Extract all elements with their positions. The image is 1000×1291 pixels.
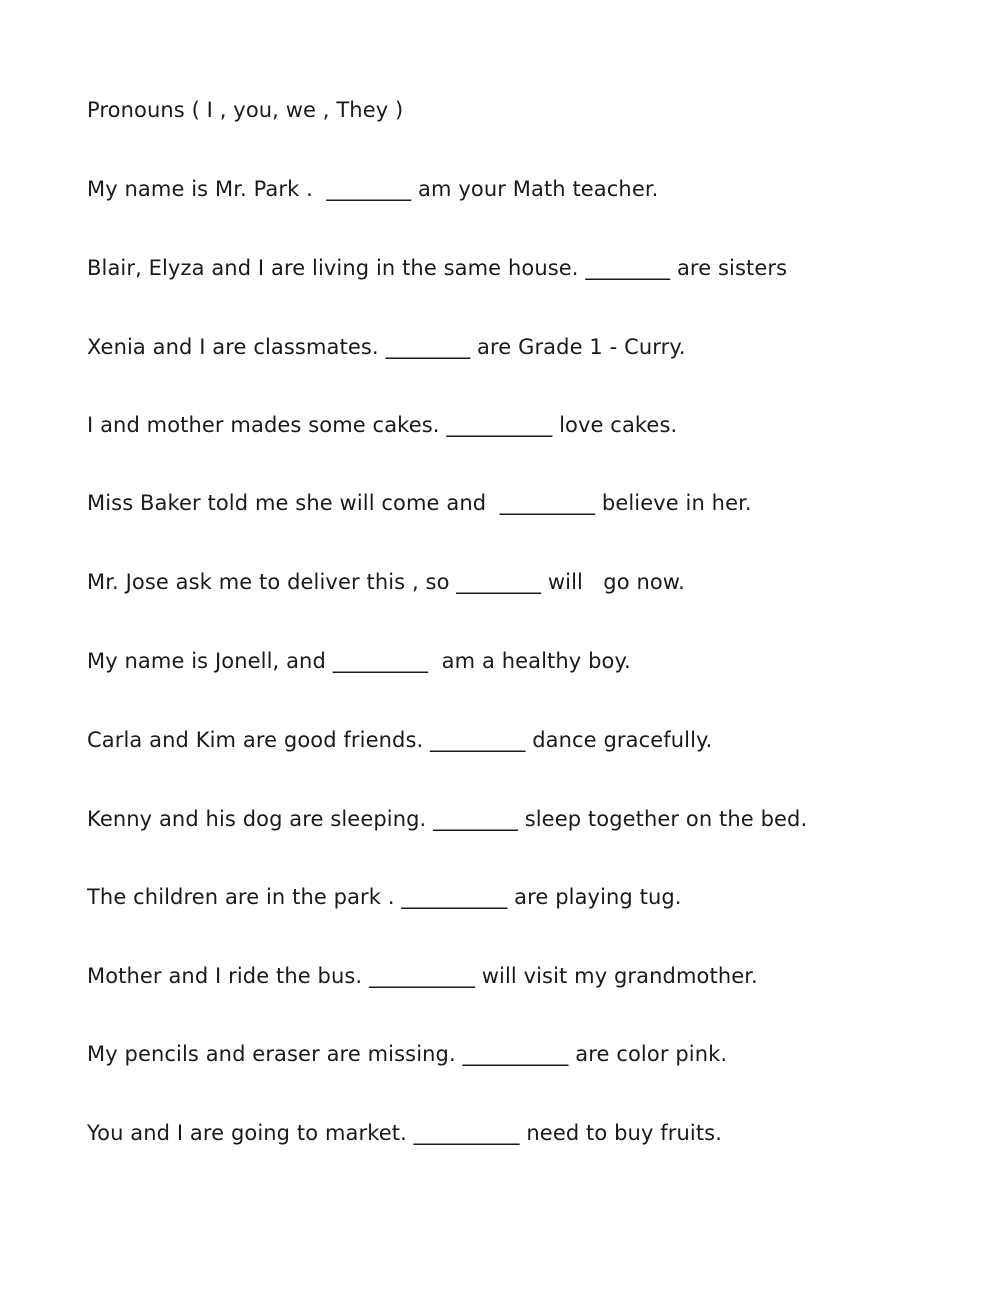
question-11 [87,963,758,989]
question-7 [87,648,631,674]
question-text-before: You and I are going to market. [87,1121,414,1145]
answer-blank[interactable]: _________ [499,491,596,515]
question-text-after: are sisters [670,256,788,280]
question-text-after: love cakes. [552,413,678,437]
question-text-before: Miss Baker told me she will come and [87,491,500,515]
question-8 [87,727,712,753]
worksheet-title: Pronouns ( I , you, we , They ) [87,98,404,122]
question-12 [87,1041,727,1067]
question-text-before: My name is Jonell, and [87,649,333,673]
question-text-before: Mother and I ride the bus. [87,964,369,988]
question-text-after: am a healthy boy. [428,649,631,673]
answer-blank[interactable]: ________ [385,335,471,359]
answer-blank[interactable]: __________ [401,885,508,909]
question-text-before: Kenny and his dog are sleeping. [87,807,434,831]
question-text-after: am your Math teacher. [411,177,659,201]
question-2 [87,255,787,281]
answer-blank[interactable]: _________ [430,728,526,752]
answer-blank[interactable]: __________ [462,1042,569,1066]
answer-blank[interactable]: __________ [446,413,553,437]
question-text-before: Xenia and I are classmates. [87,335,386,359]
question-text-after: are color pink. [568,1042,728,1066]
question-3 [87,334,686,360]
question-text-after: are Grade 1 - Curry. [470,335,686,359]
question-text-before: My name is Mr. Park . [87,177,327,201]
question-10 [87,884,682,910]
question-text-after: will go now. [541,570,685,594]
answer-blank[interactable]: __________ [368,964,475,988]
answer-blank[interactable]: ________ [585,256,671,280]
question-6 [87,569,685,595]
question-9 [87,806,807,832]
question-text-after: believe in her. [595,491,752,515]
question-text-before: Blair, Elyza and I are living in the same house. [87,256,586,280]
question-text-after: sleep together on the bed. [517,807,808,831]
question-text-before: My pencils and eraser are missing. [87,1042,463,1066]
question-1 [87,176,658,202]
answer-blank[interactable]: ________ [456,570,542,594]
question-text-before: The children are in the park . [87,885,402,909]
question-4 [87,412,677,438]
question-text-before: I and mother mades some cakes. [87,413,447,437]
question-13 [87,1120,722,1146]
answer-blank[interactable]: _________ [332,649,429,673]
question-5 [87,490,752,516]
question-text-before: Carla and Kim are good friends. [87,728,431,752]
question-text-after: will visit my grandmother. [474,964,758,988]
answer-blank[interactable]: ________ [326,177,412,201]
question-text-after: dance gracefully. [525,728,713,752]
question-text-after: need to buy fruits. [519,1121,722,1145]
question-text-before: Mr. Jose ask me to deliver this , so [87,570,457,594]
answer-blank[interactable]: ________ [433,807,518,831]
answer-blank[interactable]: __________ [413,1121,520,1145]
question-text-after: are playing tug. [507,885,682,909]
